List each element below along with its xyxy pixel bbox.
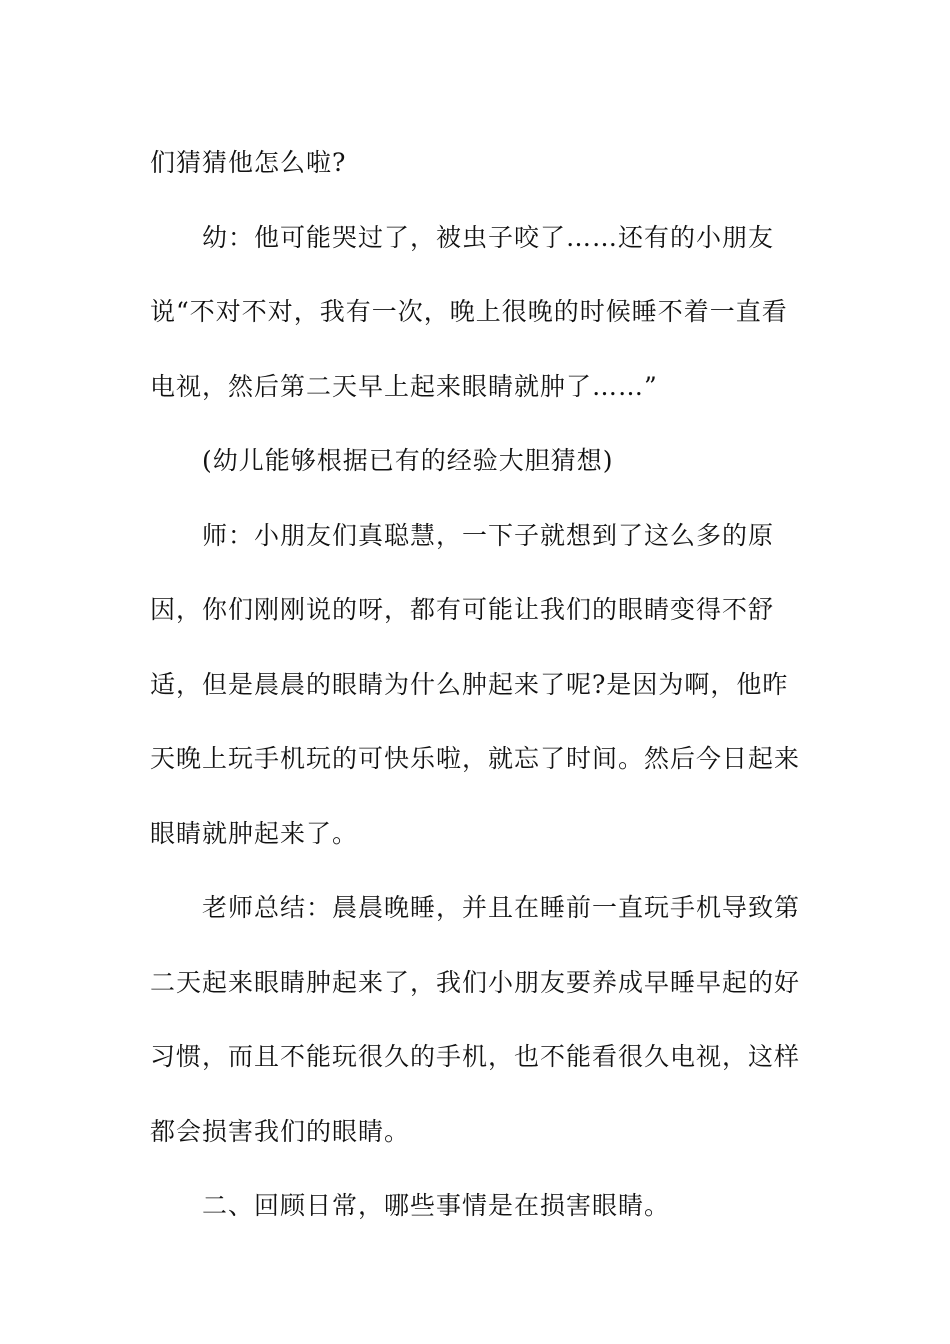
paragraph-teacher-explanation: 师：小朋友们真聪慧，一下子就想到了这么多的原因，你们刚刚说的呀，都有可能让我们的眼睛变得不舒适，但是晨晨的眼睛为什么肿起来了呢?是因为啊，他昨天晚上玩手机玩的可快乐啦，就忘了时间。然后今日起来眼睛就肿起来了。 [150,520,801,848]
paragraph-teacher-summary: 老师总结：晨晨晚睡，并且在睡前一直玩手机导致第二天起来眼睛肿起来了，我们小朋友要养成早睡早起的好习惯，而且不能玩很久的手机，也不能看很久电视，这样都会损害我们的眼睛。 [150,893,801,1146]
paragraph-child-response: 幼：他可能哭过了，被虫子咬了……还有的小朋友说“不对不对，我有一次，晚上很晚的时候睡不着一直看电视，然后第二天早上起来眼睛就肿了……” [150,222,788,401]
paragraph-note: (幼儿能够根据已有的经验大胆猜想) [202,446,614,475]
section-heading: 二、回顾日常，哪些事情是在损害眼睛。 [202,1191,671,1220]
paragraph-continuation: 们猜猜他怎么啦? [150,148,347,177]
document-body [150,126,810,1244]
